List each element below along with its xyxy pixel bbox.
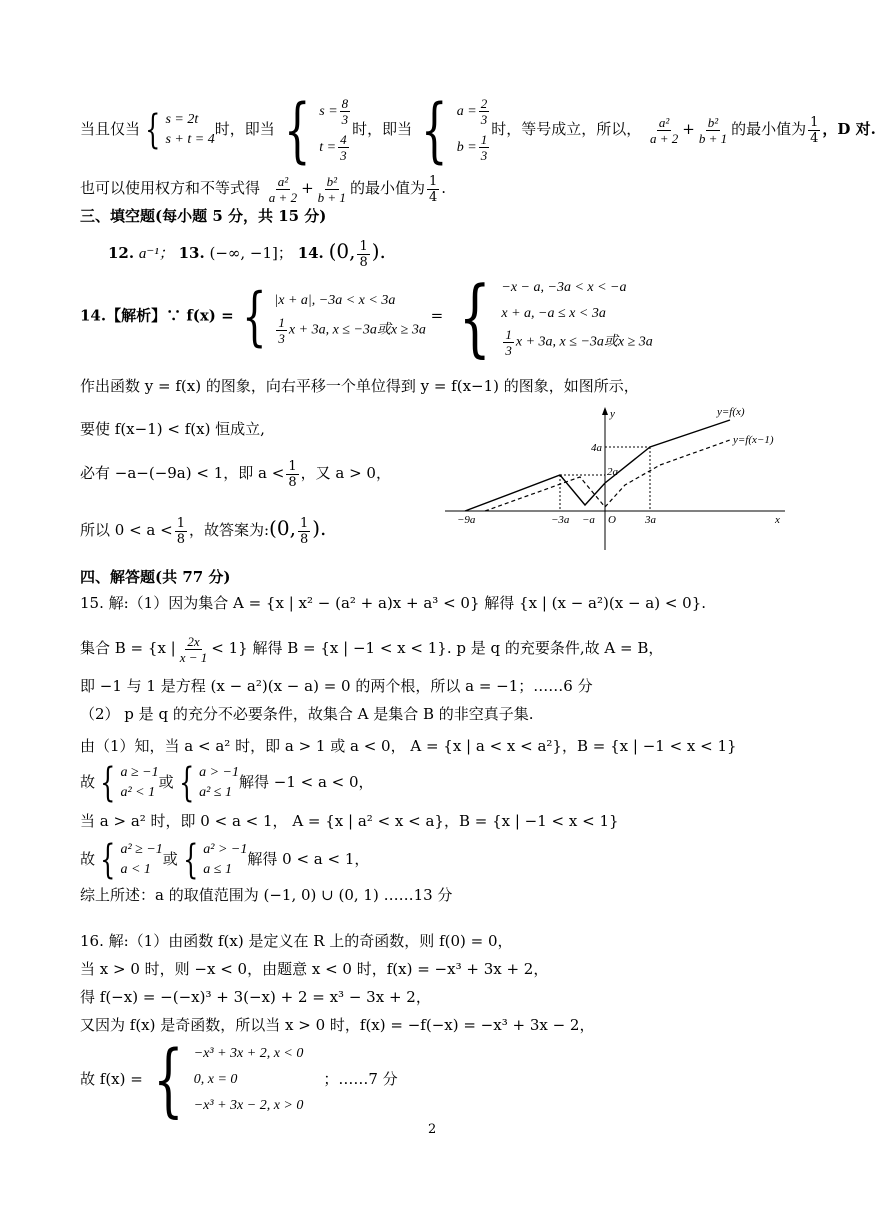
den: b + 1 xyxy=(317,189,346,205)
den: b + 1 xyxy=(698,130,728,146)
case: |x + a|, −3a < x < 3a xyxy=(274,293,396,308)
eq xyxy=(457,94,491,130)
num: 1 xyxy=(176,515,185,531)
brace: { xyxy=(153,1033,184,1126)
power-mean-line: 也可以使用权方和不等式得 $\frac{\text{a²}}{a + 2}$ + $\frac{\text{b²}}{b + 1}$ 的最小值为 $\frac{1}{4}$ . xyxy=(80,173,447,205)
q14-text-1: 作出函数 y = f(x) 的图象，向右平移一个单位得到 y = f(x−1) 的图象，如图所示， xyxy=(80,377,639,395)
fraction xyxy=(427,174,439,205)
num: 4 xyxy=(340,132,347,148)
den: 3 xyxy=(340,148,347,164)
q16-line-4: 又因为 f(x) 是奇函数，所以当 x > 0 时，f(x) = −f(−x) = −x³ + 3x − 2， xyxy=(80,1016,595,1034)
fraction xyxy=(338,132,349,163)
text: 或 xyxy=(158,773,174,791)
text: ；……7 分 xyxy=(323,1070,398,1088)
text: 当且仅当 xyxy=(80,120,141,138)
num: 2 xyxy=(480,96,488,112)
den: 8 xyxy=(359,254,368,270)
text: 解得 0 < a < 1， xyxy=(247,850,370,868)
section-3-heading: 三、填空题(每小题 5 分，共 15 分) xyxy=(80,207,327,225)
eq: a² ≥ −1 xyxy=(120,842,163,857)
text: (0, xyxy=(269,516,296,540)
tick-m3a: −3a xyxy=(551,514,570,526)
eq: a² ≤ 1 xyxy=(199,785,232,800)
fill-answers xyxy=(108,234,386,271)
system xyxy=(199,763,239,803)
q15-line-3: 即 −1 与 1 是方程 (x − a²)(x − a) = 0 的两个根，所以 a = −1；……6 分 xyxy=(80,677,593,695)
text: 时，即当 xyxy=(352,120,413,138)
q14-text-3 xyxy=(80,455,391,491)
q16-line-5 xyxy=(80,1033,398,1126)
label-f1: y=f(x−1) xyxy=(733,434,774,446)
text: ). xyxy=(312,516,327,540)
text: ，又 a > 0， xyxy=(300,464,391,482)
den: 3 xyxy=(480,112,488,128)
num: 1 xyxy=(299,515,309,531)
num: 8 xyxy=(341,96,349,112)
q15-line-7: 当 a > a² 时，即 0 < a < 1， A = {x | a² < x < a}，B = {x | −1 < x < 1} xyxy=(80,812,619,830)
system-1 xyxy=(165,110,214,150)
den: 8 xyxy=(176,531,185,547)
brace: { xyxy=(100,837,116,883)
fraction xyxy=(316,174,348,205)
text: ，故答案为: xyxy=(188,521,270,539)
text: 时，等号成立，所以， xyxy=(491,120,642,138)
cases xyxy=(194,1041,304,1119)
case-text: x + 3a, x ≤ −3a或x ≥ 3a xyxy=(288,322,426,338)
q15-line-6 xyxy=(80,758,374,806)
fraction xyxy=(808,115,820,146)
text: 或 xyxy=(162,850,178,868)
num: 1 xyxy=(480,132,488,148)
num: 1 xyxy=(278,315,285,330)
a: a = xyxy=(456,104,477,119)
q14: 14. xyxy=(297,244,324,262)
brace: { xyxy=(458,267,491,366)
case: 0, x = 0 xyxy=(193,1072,238,1087)
tick-3a: 3a xyxy=(645,514,656,526)
case: −x³ + 3x + 2, x < 0 xyxy=(193,1046,304,1061)
function-graph xyxy=(445,405,790,555)
q15-line-2 xyxy=(80,630,663,666)
q14-piecewise: 14.【解析】∵ f(x) = { |x + a|, −3a < x < 3a $\frac{1}{3}$ x + 3a, x ≤ −3a或x ≥ 3a = { −x − a, −3a < x < −a x + a, −a ≤ x < 3a $\frac{1}{3}$ x + 3a, x ≤ −3a或x ≥ 3a xyxy=(80,267,653,366)
system-2 xyxy=(319,94,352,166)
text: ，D 对. xyxy=(822,120,876,138)
fraction xyxy=(267,174,299,205)
den: 4 xyxy=(428,189,438,205)
y-label: y xyxy=(610,408,615,420)
text: 也可以使用权方和不等式得 xyxy=(80,179,261,197)
q15-line-1: 15. 解:（1）因为集合 A = {x | x² − (a² + a)x + a³ < 0} 解得 {x | (x − a²)(x − a) < 0}. xyxy=(80,594,707,612)
den: 3 xyxy=(480,148,488,164)
eq: s + t = 4 xyxy=(165,132,215,147)
fraction xyxy=(286,459,298,490)
q12: 12. xyxy=(108,244,135,262)
brace: { xyxy=(145,107,161,153)
case xyxy=(501,327,652,358)
brace: { xyxy=(421,89,448,171)
eq: a ≤ 1 xyxy=(203,862,232,877)
den: 3 xyxy=(341,112,349,128)
q15-line-9: 综上所述：a 的取值范围为 (−1, 0) ∪ (0, 1) ……13 分 xyxy=(80,886,453,904)
fraction xyxy=(178,634,210,665)
num: 1 xyxy=(359,238,368,254)
equality-condition-line: 当且仅当 { s = 2t s + t = 4 时，即当 { s = $\frac{8}{3}$ t = $\frac{4}{3}$ 时，即当 { a = $\frac{2}{3}$ b = $\frac{1}{3}$ 时，等号成立，所以， $\frac{\text{a²}}{a + 2}$ + $\frac{\text{b²}}{b + 1}$ 的最小值为 $\frac{1}{4}$ ，D 对. xyxy=(80,89,876,171)
fraction xyxy=(357,239,369,270)
eq xyxy=(457,130,491,166)
den: a + 2 xyxy=(268,189,298,205)
fraction xyxy=(503,327,514,358)
x-label: x xyxy=(775,514,780,526)
a12: a⁻¹； xyxy=(138,246,174,262)
a13: (−∞, −1]； xyxy=(209,244,293,262)
case: x + a, −a ≤ x < 3a xyxy=(501,306,606,321)
fraction xyxy=(479,132,490,163)
q14-text-2: 要使 f(x−1) < f(x) 恒成立, xyxy=(80,420,265,438)
tick-m9a: −9a xyxy=(457,514,476,526)
cases-1 xyxy=(274,287,425,346)
num: 1 xyxy=(810,114,819,130)
system xyxy=(120,840,162,880)
den: x − 1 xyxy=(179,649,208,665)
eq: a < 1 xyxy=(120,862,151,877)
q16-line-2: 当 x > 0 时，则 −x < 0，由题意 x < 0 时，f(x) = −x³ + 3x + 2， xyxy=(80,960,549,978)
label-f: y=f(x) xyxy=(717,406,745,418)
den: 4 xyxy=(810,130,819,146)
case: −x³ + 3x − 2, x > 0 xyxy=(193,1098,304,1113)
text: 的最小值为 xyxy=(349,179,425,197)
fraction xyxy=(648,115,680,146)
text: 所以 0 < a < xyxy=(80,521,173,539)
text: 时，即当 xyxy=(214,120,275,138)
page-number: 2 xyxy=(428,1122,437,1137)
system-3 xyxy=(457,94,491,166)
b: b = xyxy=(456,140,477,155)
text: 故 f(x) = xyxy=(80,1070,143,1088)
cases-2 xyxy=(501,275,652,358)
eq: a > −1 xyxy=(199,765,239,780)
text: 故 xyxy=(80,773,96,791)
num: a² xyxy=(277,173,289,189)
q14-text-4 xyxy=(80,510,326,548)
fraction xyxy=(175,516,187,547)
den: 8 xyxy=(299,531,309,547)
y-arrow xyxy=(602,407,608,415)
num: 1 xyxy=(428,173,438,189)
brace: { xyxy=(283,89,311,171)
q15-line-5: 由（1）知，当 a < a² 时，即 a > 1 或 a < 0， A = {x | a < x < a²}，B = {x | −1 < x < 1} xyxy=(80,737,737,755)
fraction xyxy=(340,96,351,127)
den: 8 xyxy=(288,474,297,490)
section-4-heading: 四、解答题(共 77 分) xyxy=(80,568,231,586)
text: . xyxy=(441,179,447,197)
q15-line-8 xyxy=(80,835,369,883)
den: 3 xyxy=(278,331,285,346)
fraction xyxy=(697,115,729,146)
q13: 13. xyxy=(178,244,205,262)
brace: { xyxy=(241,279,267,354)
num: 1 xyxy=(505,327,512,342)
eq xyxy=(319,94,352,130)
system xyxy=(203,840,247,880)
fraction xyxy=(276,315,287,346)
text: 的最小值为 xyxy=(731,120,807,138)
eq: a ≥ −1 xyxy=(120,765,159,780)
q15-line-4: （2） p 是 q 的充分不必要条件，故集合 A 是集合 B 的非空真子集. xyxy=(80,705,534,723)
tick-2a: 2a xyxy=(607,466,618,478)
num: b² xyxy=(326,173,337,189)
text: 解得 −1 < a < 0， xyxy=(238,773,374,791)
den: a + 2 xyxy=(649,130,679,146)
num: 1 xyxy=(288,458,297,474)
eq: a² > −1 xyxy=(203,842,248,857)
brace: { xyxy=(100,760,116,806)
t: t = xyxy=(319,140,337,155)
case xyxy=(274,315,425,346)
eq: a² < 1 xyxy=(120,785,156,800)
fraction xyxy=(298,516,310,547)
a14-open: (0, xyxy=(328,239,356,263)
text: 集合 B = {x | xyxy=(80,639,176,657)
origin: O xyxy=(608,514,616,526)
tick-ma: −a xyxy=(582,514,595,526)
label: 14.【解析】∵ f(x) = xyxy=(80,306,234,325)
eq: s = 2t xyxy=(165,112,199,127)
den: 3 xyxy=(505,343,512,358)
q16-line-1: 16. 解:（1）由函数 f(x) 是定义在 R 上的奇函数，则 f(0) = 0， xyxy=(80,932,513,950)
case-text: x + 3a, x ≤ −3a或x ≥ 3a xyxy=(515,334,653,350)
text: 必有 −a−(−9a) < 1，即 a < xyxy=(80,464,285,482)
case: −x − a, −3a < x < −a xyxy=(501,280,627,295)
brace: { xyxy=(182,837,199,883)
brace: { xyxy=(178,760,194,806)
fraction xyxy=(479,96,490,127)
tick-4a: 4a xyxy=(591,442,602,454)
num: 2x xyxy=(187,633,200,649)
text: < 1} 解得 B = {x | −1 < x < 1}. p 是 q 的充要条件,故 A = B， xyxy=(211,639,664,657)
q16-line-3: 得 f(−x) = −(−x)³ + 3(−x) + 2 = x³ − 3x + 2， xyxy=(80,988,431,1006)
s: s = xyxy=(319,104,338,119)
system xyxy=(120,763,158,803)
a14-close: ). xyxy=(371,239,386,263)
num: a² xyxy=(658,114,670,130)
num: b² xyxy=(707,114,719,130)
eq xyxy=(319,130,352,166)
text: 故 xyxy=(80,850,96,868)
